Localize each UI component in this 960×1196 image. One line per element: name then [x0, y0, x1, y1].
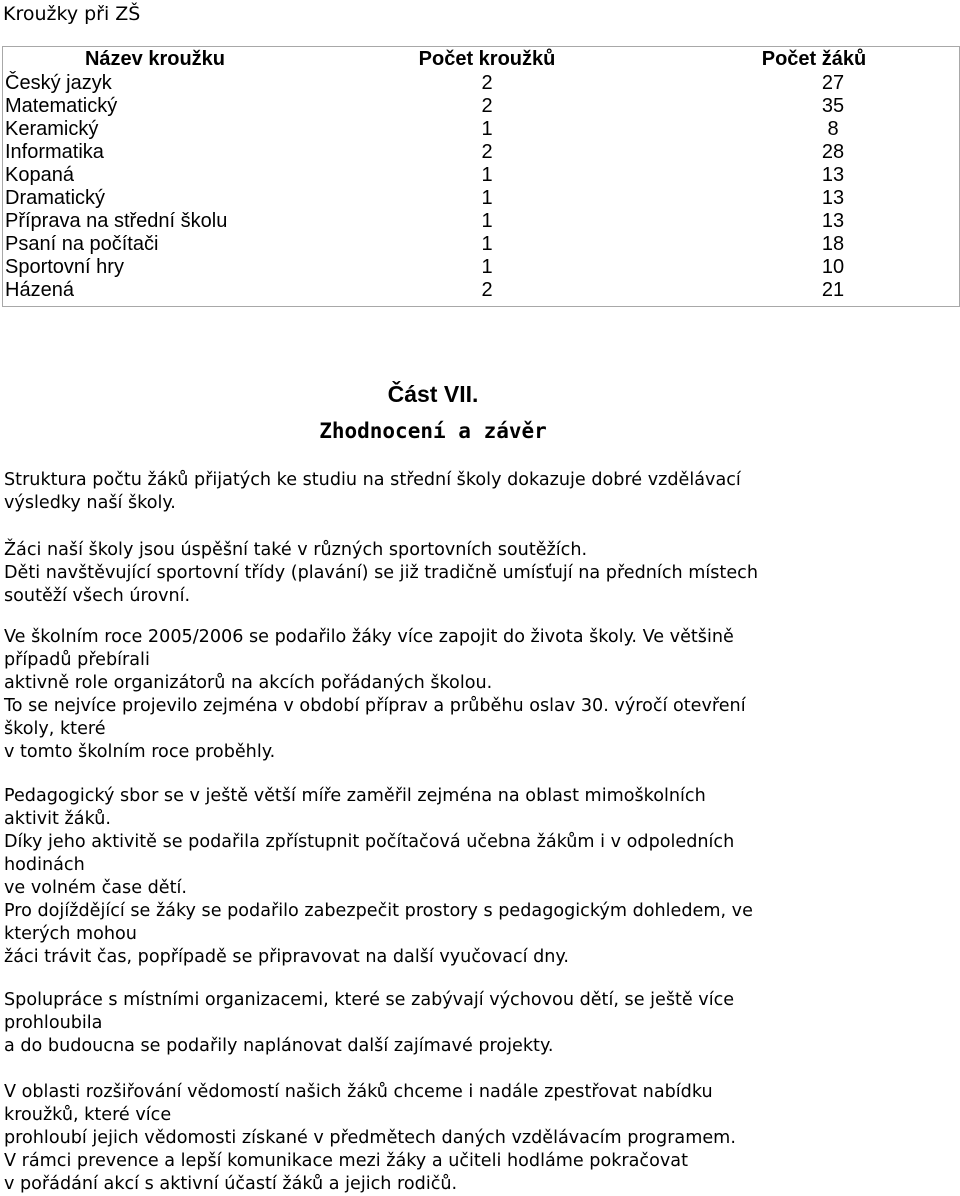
- pupil-count-cell: 27: [821, 72, 845, 94]
- club-count-cell: 2: [481, 72, 493, 94]
- table-row: [3, 187, 960, 210]
- club-name-cell: Házená: [5, 279, 74, 301]
- column-header-club-name: Název kroužku: [84, 48, 226, 70]
- pupil-count-cell: 13: [821, 210, 845, 232]
- paragraph: [4, 626, 904, 764]
- paragraph-line: prohloubila: [4, 1013, 103, 1033]
- paragraph-line: kterých mohou: [4, 924, 137, 944]
- paragraph: [4, 989, 904, 1058]
- column-header-club-count: Počet kroužků: [418, 48, 556, 70]
- column-header-pupil-count: Počet žáků: [761, 48, 867, 70]
- paragraph-line: V oblasti rozšiřování vědomostí našich žáků chceme i nadále zpestřovat nabídku: [4, 1082, 713, 1102]
- table-row: [3, 72, 960, 95]
- paragraph-line: Ve školním roce 2005/2006 se podařilo žáky více zapojit do života školy. Ve většině: [4, 627, 734, 647]
- paragraph-line: ve volném čase dětí.: [4, 878, 188, 898]
- section-title: Zhodnocení a závěr: [319, 419, 547, 443]
- table-row: [3, 279, 960, 307]
- paragraph-line: v tomto školním roce proběhly.: [4, 742, 276, 762]
- paragraph-line: V rámci prevence a lepší komunikace mezi žáky a učiteli hodláme pokračovat: [4, 1151, 688, 1171]
- club-name-cell: Keramický: [5, 118, 99, 140]
- paragraph: [4, 785, 904, 969]
- pupil-count-cell: 13: [821, 164, 845, 186]
- table-row: [3, 141, 960, 164]
- club-name-cell: Informatika: [5, 141, 104, 163]
- paragraph-line: a do budoucna se podařily naplánovat další zajímavé projekty.: [4, 1036, 554, 1056]
- paragraph-line: To se nejvíce projevilo zejména v období příprav a průběhu oslav 30. výročí otevření: [4, 696, 746, 716]
- club-count-cell: 1: [481, 187, 493, 209]
- club-count-cell: 1: [481, 256, 493, 278]
- paragraph-line: hodinách: [4, 855, 85, 875]
- club-name-cell: Psaní na počítači: [5, 233, 159, 255]
- paragraph-line: v pořádání akcí s aktivní účastí žáků a jejich rodičů.: [4, 1174, 458, 1194]
- page-heading: Kroužky při ZŠ: [3, 3, 141, 25]
- pupil-count-cell: 21: [821, 279, 845, 301]
- pupil-count-cell: 35: [821, 95, 845, 117]
- paragraph: [4, 1081, 904, 1196]
- table-row: [3, 233, 960, 256]
- club-count-cell: 2: [481, 279, 493, 301]
- pupil-count-cell: 18: [821, 233, 845, 255]
- club-name-cell: Příprava na střední školu: [5, 210, 228, 232]
- club-name-cell: Sportovní hry: [5, 256, 124, 278]
- pupil-count-cell: 28: [821, 141, 845, 163]
- paragraph: [4, 539, 904, 608]
- paragraph-line: aktivně role organizátorů na akcích pořádaných školou.: [4, 673, 493, 693]
- club-name-cell: Dramatický: [5, 187, 106, 209]
- table-row: [3, 118, 960, 141]
- club-name-cell: Matematický: [5, 95, 118, 117]
- club-count-cell: 1: [481, 233, 493, 255]
- pupil-count-cell: 8: [827, 118, 839, 140]
- paragraph-line: Struktura počtu žáků přijatých ke studiu na střední školy dokazuje dobré vzdělávací: [4, 470, 741, 490]
- pupil-count-cell: 13: [821, 187, 845, 209]
- paragraph-line: žáci trávit čas, popřípadě se připravovat na další vyučovací dny.: [4, 947, 569, 967]
- club-count-cell: 1: [481, 210, 493, 232]
- club-count-cell: 2: [481, 141, 493, 163]
- table-row: [3, 164, 960, 187]
- paragraph-line: Díky jeho aktivitě se podařila zpřístupnit počítačová učebna žákům i v odpoledních: [4, 832, 735, 852]
- pupil-count-cell: 10: [821, 256, 845, 278]
- club-count-cell: 1: [481, 118, 493, 140]
- paragraph-line: soutěží všech úrovní.: [4, 586, 191, 606]
- paragraph: [4, 469, 904, 515]
- club-count-cell: 2: [481, 95, 493, 117]
- table-row: [3, 256, 960, 279]
- paragraph-line: Děti navštěvující sportovní třídy (plavání) se již tradičně umísťují na předních místech: [4, 563, 758, 583]
- club-name-cell: Český jazyk: [5, 72, 112, 94]
- section-part-heading: Část VII.: [387, 381, 479, 407]
- paragraph-line: prohloubí jejich vědomosti získané v předmětech daných vzdělávacím programem.: [4, 1128, 736, 1148]
- club-count-cell: 1: [481, 164, 493, 186]
- table-row: [3, 210, 960, 233]
- club-name-cell: Kopaná: [5, 164, 74, 186]
- paragraph-line: Pedagogický sbor se v ještě větší míře zaměřil zejména na oblast mimoškolních: [4, 786, 706, 806]
- paragraph-line: školy, které: [4, 719, 106, 739]
- clubs-table: [2, 46, 960, 307]
- paragraph-line: Pro dojíždějící se žáky se podařilo zabezpečit prostory s pedagogickým dohledem, ve: [4, 901, 753, 921]
- table-header-row: [3, 47, 960, 73]
- paragraph-line: kroužků, které více: [4, 1105, 172, 1125]
- paragraph-line: výsledky naší školy.: [4, 493, 176, 513]
- table-row: [3, 95, 960, 118]
- paragraph-line: Spolupráce s místními organizacemi, které se zabývají výchovou dětí, se ještě více: [4, 990, 735, 1010]
- paragraph-line: aktivit žáků.: [4, 809, 111, 829]
- paragraph-line: Žáci naší školy jsou úspěšní také v různých sportovních soutěžích.: [4, 540, 588, 560]
- paragraph-line: případů přebírali: [4, 650, 150, 670]
